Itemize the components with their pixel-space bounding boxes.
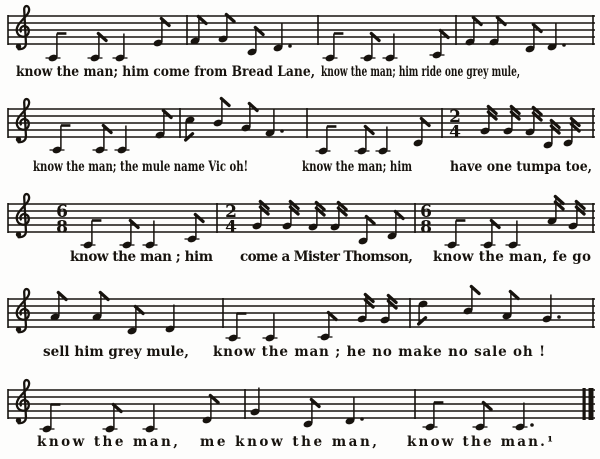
note (250, 388, 261, 417)
note (430, 31, 449, 60)
augmentation-dot (280, 129, 284, 133)
time-signature-bottom: 8 (56, 217, 68, 238)
note (323, 34, 344, 63)
treble-clef (17, 99, 29, 142)
note (355, 127, 374, 156)
system-2 (8, 99, 595, 176)
note (463, 287, 479, 316)
note (46, 34, 67, 63)
system-4 (8, 287, 595, 361)
time-signature-top: 2 (449, 107, 461, 127)
note (263, 314, 278, 343)
lyric-line: know the man ; him (70, 249, 213, 265)
lyric-line: know the man, fe go (433, 249, 591, 265)
note (165, 305, 176, 334)
note (282, 202, 298, 231)
treble-clef (17, 194, 29, 237)
note (503, 107, 519, 136)
note (480, 107, 496, 136)
note (423, 403, 444, 432)
lyric-line: know the man; the mule name Vic oh! (33, 159, 248, 175)
note (103, 405, 122, 434)
lyric-line: know the man; him (302, 159, 412, 175)
note (113, 34, 128, 63)
note (155, 111, 171, 140)
final-barline (589, 388, 594, 420)
note (40, 405, 61, 434)
note (387, 212, 403, 241)
augmentation-dot (562, 43, 566, 47)
note (247, 28, 263, 57)
note (465, 18, 481, 47)
system-3 (8, 194, 595, 265)
lyric-line: come a Mister Thomson, (240, 249, 413, 265)
augmentation-dot (288, 44, 292, 48)
note (489, 18, 505, 47)
time-signature-bottom: 4 (449, 122, 461, 143)
lyric-line: have one tumpa toe, (450, 159, 592, 175)
note (358, 217, 374, 246)
note (525, 25, 541, 54)
note (308, 203, 324, 232)
note (316, 127, 337, 156)
time-signature-top: 2 (225, 202, 237, 222)
note (127, 307, 143, 336)
note (190, 17, 206, 46)
augmentation-dot (530, 423, 534, 427)
time-signature-top: 6 (56, 202, 68, 222)
lyric-line: know the man.¹ (407, 434, 553, 450)
treble-clef (17, 380, 29, 423)
final-barline (583, 388, 586, 420)
note (361, 34, 380, 63)
time-signature-bottom: 8 (420, 217, 432, 238)
note (143, 405, 158, 434)
lyric-line: know the man ; he no make no sale oh ! (213, 344, 545, 360)
time-signature-top: 6 (420, 202, 432, 222)
lyric-line: know the man; him come from Bread Lane, (16, 64, 315, 80)
treble-clef (17, 6, 29, 49)
note (543, 121, 559, 150)
system-5 (8, 380, 595, 450)
note (226, 314, 247, 343)
note (50, 293, 66, 322)
system-1 (8, 6, 595, 80)
note (202, 396, 218, 425)
time-signature-bottom: 4 (225, 217, 237, 238)
augmentation-dot (557, 315, 561, 319)
note (473, 403, 492, 432)
note (383, 34, 398, 63)
note (376, 127, 391, 156)
note (273, 24, 292, 53)
note (92, 293, 108, 322)
lyric-line: know the man, (37, 434, 178, 450)
note (525, 108, 541, 137)
lyric-line: me know the man, (200, 434, 377, 450)
treble-clef (17, 289, 29, 332)
note (185, 215, 204, 244)
lyric-line: know the man; him ride one grey mule, (321, 64, 520, 80)
augmentation-dot (360, 417, 364, 421)
note (568, 202, 584, 231)
note (241, 104, 257, 133)
note (88, 34, 107, 63)
note (252, 202, 268, 231)
lyric-line: sell him grey mule, (43, 344, 189, 360)
note (218, 15, 234, 44)
note (513, 403, 534, 432)
note (330, 203, 346, 232)
